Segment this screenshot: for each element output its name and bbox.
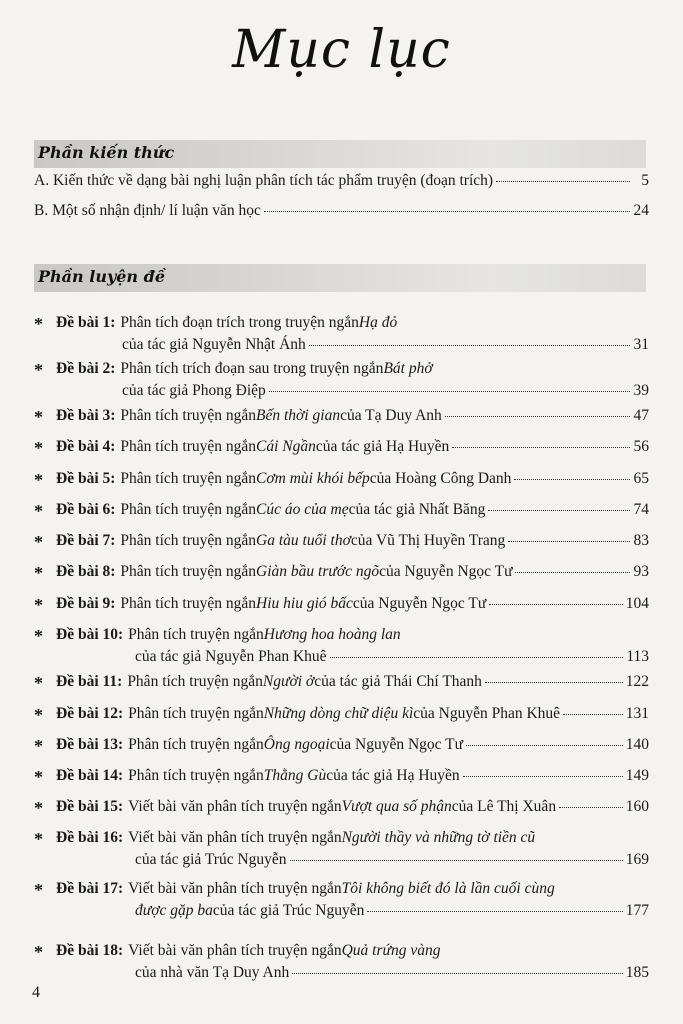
entry-label: Đề bài 10: xyxy=(56,626,124,643)
entry-line-1 xyxy=(56,827,535,849)
entry-line-1 xyxy=(56,530,649,552)
entry-line-2 xyxy=(135,849,649,871)
bullet-icon: * xyxy=(34,532,43,552)
entry-text: Viết bài văn phân tích truyện ngắn xyxy=(128,798,342,815)
entry-line-1 xyxy=(56,312,397,334)
dot-leader xyxy=(466,745,623,746)
dot-leader xyxy=(269,391,630,392)
entry-text: Phân tích trích đoạn sau trong truyện ngắn xyxy=(120,360,384,377)
entry-line-1 xyxy=(56,878,555,900)
entry-title: Hạ đỏ xyxy=(358,314,398,331)
entry-line-2 xyxy=(135,962,649,984)
entry-title: Người thầy và những tờ tiền cũ xyxy=(341,829,536,846)
toc-entry xyxy=(34,170,649,192)
dot-leader xyxy=(563,714,623,715)
entry-label: Đề bài 17: xyxy=(56,880,124,897)
bullet-icon: * xyxy=(34,829,43,849)
section-band-practice xyxy=(34,264,646,292)
bullet-icon: * xyxy=(34,470,43,490)
entry-line-2 xyxy=(135,900,649,922)
entry-line-1 xyxy=(56,561,649,583)
entry-text: của Vũ Thị Huyền Trang xyxy=(350,532,506,549)
entry-page-number: 104 xyxy=(625,595,649,612)
entry-text: của Hoàng Công Danh xyxy=(369,470,512,487)
entry-page-number: 169 xyxy=(625,851,649,868)
section-band-knowledge xyxy=(34,140,646,168)
entry-text: của Nguyễn Ngọc Tư xyxy=(379,563,513,580)
bullet-icon: * xyxy=(34,407,43,427)
entry-page-number: 185 xyxy=(625,964,649,981)
bullet-icon: * xyxy=(34,438,43,458)
entry-title: được gặp ba xyxy=(135,902,213,919)
entry-title: Hương hoa hoàng lan xyxy=(263,626,401,643)
entry-label: Đề bài 3: xyxy=(56,407,116,424)
entry-page-number: 177 xyxy=(625,902,649,919)
bullet-icon: * xyxy=(34,595,43,615)
entry-title: Ông ngoại xyxy=(263,736,330,753)
dot-leader xyxy=(496,181,630,182)
entry-page-number: 5 xyxy=(641,172,649,189)
entry-text: của tác giả Nhất Băng xyxy=(348,501,486,518)
entry-text: của tác giả Nguyễn Nhật Ánh xyxy=(122,336,306,353)
entry-text: của Nguyễn Ngọc Tư xyxy=(352,595,487,612)
entry-page-number: 160 xyxy=(625,798,649,815)
dot-leader xyxy=(488,510,630,511)
entry-title: Quả trứng vàng xyxy=(341,942,441,959)
bullet-icon: * xyxy=(34,798,43,818)
entry-text: Phân tích đoạn trích trong truyện ngắn xyxy=(120,314,359,331)
bullet-icon: * xyxy=(34,360,43,380)
entry-title: Hiu hiu gió bấc xyxy=(256,595,353,612)
entry-line-1 xyxy=(56,796,649,818)
entry-line-2 xyxy=(122,380,649,402)
entry-line-1 xyxy=(56,624,401,646)
entry-text: của Tạ Duy Anh xyxy=(340,407,442,424)
dot-leader xyxy=(367,911,622,912)
entry-line-1 xyxy=(56,468,649,490)
dot-leader xyxy=(290,860,623,861)
entry-title: Thằng Gù xyxy=(263,767,327,784)
entry-text: Viết bài văn phân tích truyện ngắn xyxy=(128,880,342,897)
section-heading-knowledge: Phần kiến thức xyxy=(38,143,175,162)
bullet-icon: * xyxy=(34,942,43,962)
dot-leader xyxy=(463,776,623,777)
entry-title: Người ở xyxy=(262,673,315,690)
entry-page-number: 24 xyxy=(633,202,649,219)
entry-line-2 xyxy=(122,334,649,356)
entry-text: Phân tích truyện ngắn xyxy=(120,470,257,487)
dot-leader xyxy=(559,807,623,808)
entry-text: Phân tích truyện ngắn xyxy=(128,705,264,722)
entry-text: Phân tích truyện ngắn xyxy=(120,563,257,580)
entry-line-1 xyxy=(56,499,649,521)
bullet-icon: * xyxy=(34,767,43,787)
entry-text: của Nguyễn Ngọc Tư xyxy=(329,736,464,753)
dot-leader xyxy=(514,479,630,480)
entry-page-number: 56 xyxy=(633,438,649,455)
entry-title: Giàn bầu trước ngõ xyxy=(256,563,380,580)
dot-leader xyxy=(515,572,630,573)
bullet-icon: * xyxy=(34,314,43,334)
entry-text: B. Một số nhận định/ lí luận văn học xyxy=(34,202,261,219)
entry-title: Cúc áo của mẹ xyxy=(256,501,349,518)
entry-line-1 xyxy=(56,703,649,725)
entry-label: Đề bài 14: xyxy=(56,767,124,784)
entry-text: Phân tích truyện ngắn xyxy=(120,532,257,549)
entry-text: của tác giả Trúc Nguyễn xyxy=(212,902,365,919)
entry-text: của nhà văn Tạ Duy Anh xyxy=(135,964,290,981)
entry-text: Phân tích truyện ngắn xyxy=(127,673,263,690)
entry-title: Vượt qua số phận xyxy=(341,798,452,815)
entry-page-number: 140 xyxy=(625,736,649,753)
dot-leader xyxy=(309,345,630,346)
entry-page-number: 47 xyxy=(633,407,649,424)
dot-leader xyxy=(485,682,623,683)
entry-label: Đề bài 15: xyxy=(56,798,124,815)
entry-title: Bến thời gian xyxy=(256,407,341,424)
entry-page-number: 93 xyxy=(633,563,649,580)
entry-title: Những dòng chữ diệu kì xyxy=(263,705,414,722)
entry-text: của Nguyễn Phan Khuê xyxy=(413,705,561,722)
bullet-icon: * xyxy=(34,501,43,521)
dot-leader xyxy=(264,211,630,212)
entry-line-1 xyxy=(56,734,649,756)
entry-text: của tác giả Trúc Nguyễn xyxy=(135,851,287,868)
entry-line-1 xyxy=(56,405,649,427)
dot-leader xyxy=(330,657,624,658)
entry-text: của tác giả Nguyễn Phan Khuê xyxy=(135,648,327,665)
entry-text: Viết bài văn phân tích truyện ngắn xyxy=(128,942,342,959)
entry-line-2 xyxy=(135,646,649,668)
entry-text: Phân tích truyện ngắn xyxy=(128,736,264,753)
entry-text: A. Kiến thức về dạng bài nghị luận phân tích tác phẩm truyện (đoạn trích) xyxy=(34,172,494,189)
bullet-icon: * xyxy=(34,736,43,756)
entry-line-1 xyxy=(56,671,649,693)
entry-line-1 xyxy=(56,436,649,458)
entry-label: Đề bài 6: xyxy=(56,501,116,518)
entry-label: Đề bài 4: xyxy=(56,438,116,455)
entry-text: Phân tích truyện ngắn xyxy=(128,767,264,784)
entry-line-1 xyxy=(56,940,440,962)
entry-page-number: 131 xyxy=(625,705,649,722)
dot-leader xyxy=(452,447,630,448)
entry-title: Bát phở xyxy=(383,360,433,377)
entry-label: Đề bài 11: xyxy=(56,673,123,690)
entry-label: Đề bài 8: xyxy=(56,563,116,580)
entry-text: của tác giả Hạ Huyền xyxy=(315,438,450,455)
bullet-icon: * xyxy=(34,626,43,646)
entry-label: Đề bài 16: xyxy=(56,829,124,846)
entry-label: Đề bài 2: xyxy=(56,360,116,377)
entry-text: của tác giả Hạ Huyền xyxy=(326,767,460,784)
entry-line-1 xyxy=(56,765,649,787)
entry-page-number: 31 xyxy=(633,336,649,353)
entry-label: Đề bài 7: xyxy=(56,532,116,549)
entry-title: Ga tàu tuổi thơ xyxy=(256,532,351,549)
entry-page-number: 39 xyxy=(633,382,649,399)
entry-text: Phân tích truyện ngắn xyxy=(120,595,257,612)
entry-text: của Lê Thị Xuân xyxy=(451,798,557,815)
page-title: Mục lục xyxy=(232,20,451,80)
bullet-icon: * xyxy=(34,880,43,900)
entry-title: Cơm mùi khói bếp xyxy=(256,470,370,487)
entry-text: của tác giả Phong Điệp xyxy=(122,382,266,399)
entry-title: Tôi không biết đó là lần cuối cùng xyxy=(341,880,555,897)
entry-page-number: 74 xyxy=(633,501,649,518)
page-number: 4 xyxy=(32,984,40,1001)
entry-page-number: 65 xyxy=(633,470,649,487)
entry-text: Phân tích truyện ngắn xyxy=(120,407,257,424)
entry-label: Đề bài 5: xyxy=(56,470,116,487)
bullet-icon: * xyxy=(34,563,43,583)
dot-leader xyxy=(508,541,630,542)
bullet-icon: * xyxy=(34,705,43,725)
entry-label: Đề bài 9: xyxy=(56,595,116,612)
entry-label: Đề bài 13: xyxy=(56,736,124,753)
entry-page-number: 83 xyxy=(633,532,649,549)
entry-text: Phân tích truyện ngắn xyxy=(128,626,264,643)
entry-text: Phân tích truyện ngắn xyxy=(120,438,257,455)
bullet-icon: * xyxy=(34,673,43,693)
entry-text: của tác giả Thái Chí Thanh xyxy=(314,673,482,690)
entry-line-1 xyxy=(56,358,433,380)
entry-line-1 xyxy=(56,593,649,615)
entry-title: Cái Ngần xyxy=(256,438,316,455)
dot-leader xyxy=(445,416,630,417)
entry-text: Phân tích truyện ngắn xyxy=(120,501,257,518)
entry-label: Đề bài 18: xyxy=(56,942,124,959)
dot-leader xyxy=(489,604,622,605)
entry-label: Đề bài 12: xyxy=(56,705,124,722)
section-heading-practice: Phần luyện đề xyxy=(38,267,165,286)
entry-text: Viết bài văn phân tích truyện ngắn xyxy=(128,829,342,846)
entry-label: Đề bài 1: xyxy=(56,314,116,331)
entry-page-number: 149 xyxy=(625,767,649,784)
entry-page-number: 122 xyxy=(625,673,649,690)
dot-leader xyxy=(292,973,623,974)
entry-page-number: 113 xyxy=(626,648,649,665)
toc-entry xyxy=(34,200,649,222)
